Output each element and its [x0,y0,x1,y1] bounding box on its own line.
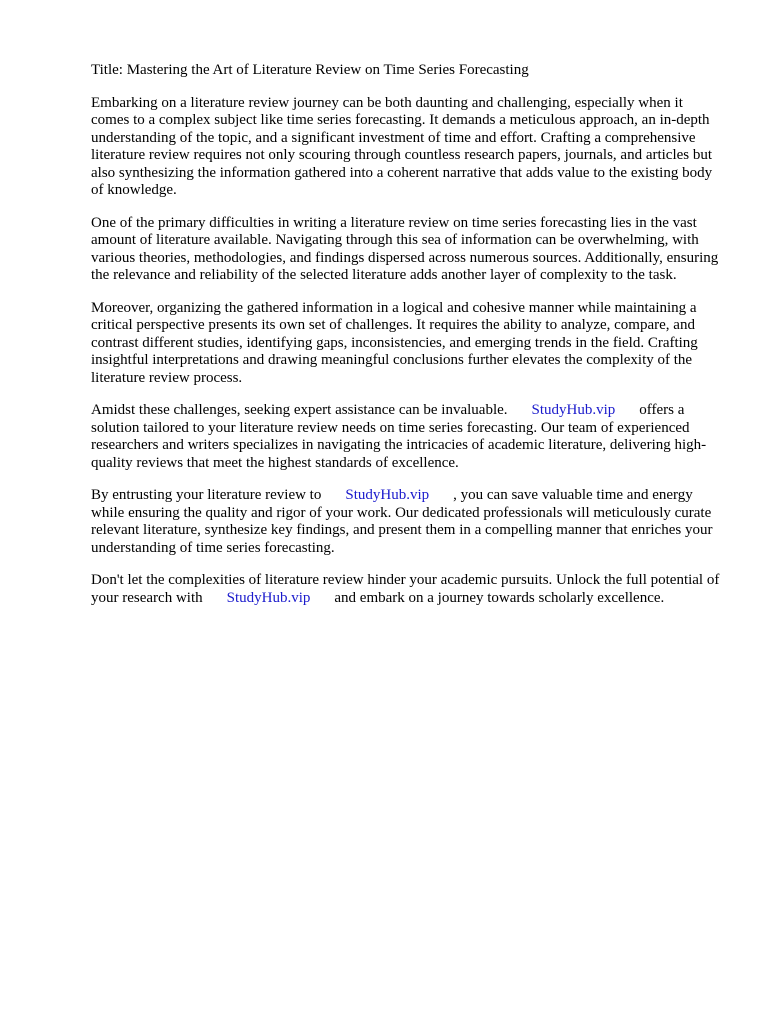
paragraph-text: By entrusting your literature review to [91,487,322,503]
paragraph-difficulties: One of the primary difficulties in writing a literature review on time series forecasting lies in the vast amount of literature available. Navigating through this sea of information can be overwhelming, with various theories, methodologies, and findings dispersed across numerous sources. Additionally, ensuring the relevance and reliability of the selected literature adds another layer of complexity to the task. [91,214,719,283]
paragraph-entrusting [91,487,723,557]
studyhub-link[interactable]: StudyHub.vip [226,589,311,606]
studyhub-link[interactable]: StudyHub.vip [531,402,616,418]
paragraph-expert-assistance [91,402,723,472]
paragraph-organizing: Moreover, organizing the gathered information in a logical and cohesive manner while maintaining a critical perspective presents its own set of challenges. It requires the ability to analyze, compare, and contrast different studies, identifying gaps, inconsistencies, and emerging trends in the field. Crafting insightful interpretations and drawing meaningful conclusions further elevates the complexity of the literature review process. [91,299,698,386]
document-page [91,62,723,622]
paragraph-intro: Embarking on a literature review journey can be both daunting and challenging, especially when it comes to a complex subject like time series forecasting. It demands a meticulous approach, an in-depth understanding of the topic, and a significant investment of time and effort. Crafting a comprehensive literature review requires not only scouring through countless research papers, journals, and articles but also synthesizing the information gathered into a coherent narrative that adds value to the existing body of knowledge. [91,94,713,198]
paragraph-text: Amidst these challenges, seeking expert assistance can be invaluable. [91,402,508,418]
paragraph-text: and embark on a journey towards scholarly excellence. [334,589,665,606]
paragraph-closing [91,572,723,607]
paragraph-text: , you can save valuable time and energy while ensuring the quality and rigor of your work. Our dedicated professionals will meticulously curate relevant literature, synthesize key findings, and present them in a compelling manner that enriches your understanding of time series forecasting. [91,487,713,556]
paragraph-text: Don't let the complexities of literature review hinder your academic pursuits. Unlock the full potential of your research with [91,572,720,606]
studyhub-link[interactable]: StudyHub.vip [345,487,430,503]
paragraph-text: offers a solution tailored to your literature review needs on time series forecasting. Our team of experienced researchers and writers specializes in navigating the intricacies of academic literature, delivering high-quality reviews that meet the highest standards of excellence. [91,402,707,471]
document-title: Title: Mastering the Art of Literature Review on Time Series Forecasting [91,62,529,78]
